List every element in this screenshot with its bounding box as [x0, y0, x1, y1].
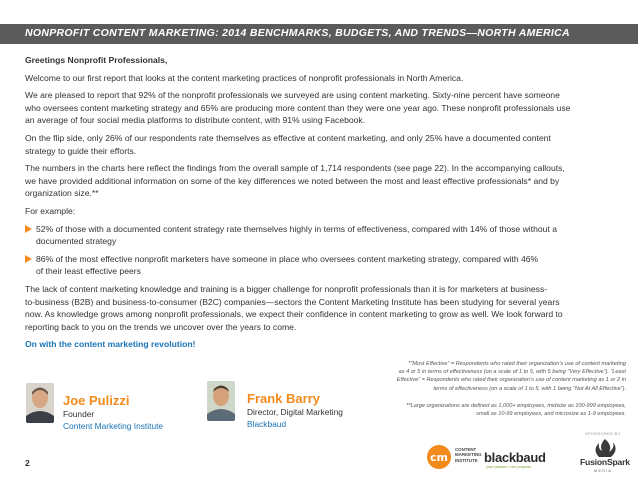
- footnote-effectiveness: *“Most Effective” = Respondents who rated their organization’s use of content marketing as 4 or 5 in terms of effectiveness (on a scale of 1 to 5, with 5 being “Very Effective”). “Least Effective” = Respondents who rated their organization’s use of content marketing as 1 or 2 in terms of effectiveness (on a scale of 1 to 5, with 1 being “Not At All Effective”).: [396, 361, 626, 392]
- fusionspark-logo: [580, 438, 630, 474]
- for-example: For example:: [25, 205, 76, 216]
- fusionspark-flame-icon: [593, 438, 617, 458]
- arrow-bullet-icon: [25, 255, 32, 263]
- blackbaud-wordmark: blackbaud: [484, 450, 546, 465]
- avatar-joe-pulizzi: [26, 383, 54, 423]
- avatar-frank-barry: [207, 381, 235, 421]
- header-banner: [0, 24, 638, 44]
- fusionspark-wordmark: FusionSpark: [580, 457, 630, 467]
- footnote-org-size: **Large organizations are defined as 1,000+ employees, midsize as 100-999 employees, small as 10-99 employees, and microsize as 1-9 employees.: [406, 403, 626, 418]
- signer-role: Director, Digital Marketing: [247, 407, 343, 417]
- fusionspark-sub: M E D I A: [594, 468, 611, 473]
- letter-body: [25, 54, 625, 356]
- paragraph-challenge: The lack of content marketing knowledge and training is a bigger challenge for nonprofit professionals than it is for marketers at business- to-business (B2B) and business-to-consumer (B2C) companies—sectors the Content Marketing Institute has been studying for several years now. As knowledge grows among nonprofit professionals, we expect their confidence in content marketing to grow as well. We look forward to reporting back to you on the trends we uncover over the years to come.: [25, 283, 563, 332]
- arrow-bullet-icon: [25, 225, 32, 233]
- paragraph-sample: The numbers in the charts here reflect the findings from the overall sample of 1,714 respondents (see page 22). In the accompanying callouts, we have provided additional information on some of the key differences we noted between the most and least effective professionals* and by organization size.**: [25, 163, 565, 199]
- signer-name: Joe Pulizzi: [63, 393, 130, 408]
- report-title: NONPROFIT CONTENT MARKETING: 2014 BENCHMARKS, BUDGETS, AND TRENDS—NORTH AMERICA: [25, 27, 570, 39]
- signer-name: Frank Barry: [247, 391, 320, 406]
- cmi-logo: cm CONTENT MARKETING INSTITUTE: [426, 444, 486, 472]
- paragraph-effectiveness: On the flip side, only 26% of our respondents rate themselves as effective at content marketing, and only 25% have a documented content strategy to guide their efforts.: [25, 132, 551, 156]
- sponsored-by-label: SPONSORED BY: [585, 431, 621, 436]
- closing-line: On with the content marketing revolution!: [25, 339, 196, 350]
- signer-org: Blackbaud: [247, 419, 287, 429]
- paragraph-intro: Welcome to our first report that looks at the content marketing practices of nonprofit professionals in North America.: [25, 72, 464, 83]
- signer-role: Founder: [63, 409, 95, 419]
- greeting: Greetings Nonprofit Professionals,: [25, 55, 168, 65]
- cmi-mark-text: cm: [430, 451, 448, 464]
- page-number: 2: [25, 458, 30, 468]
- blackbaud-tagline: your passion • our purpose: [486, 465, 532, 469]
- bullet-item: 52% of those with a documented content strategy rate themselves highly in terms of effectiveness, compared with 14% of those without a documented strategy: [25, 223, 625, 248]
- cmi-logo-mark-icon: [426, 444, 452, 470]
- paragraph-usage: We are pleased to report that 92% of the nonprofit professionals we surveyed are using content marketing. Sixty-nine percent have someone who oversees content marketing strategy and 65% are producing more content than they were one year ago. These nonprofit professionals use an average of four social media platforms to distribute content, with 91% using Facebook.: [25, 90, 571, 126]
- blackbaud-logo: [484, 450, 544, 474]
- bullet-item: 86% of the most effective nonprofit marketers have someone in place who oversees content marketing strategy, compared with 46% of their least effective peers: [25, 253, 625, 278]
- signer-org: Content Marketing Institute: [63, 421, 164, 431]
